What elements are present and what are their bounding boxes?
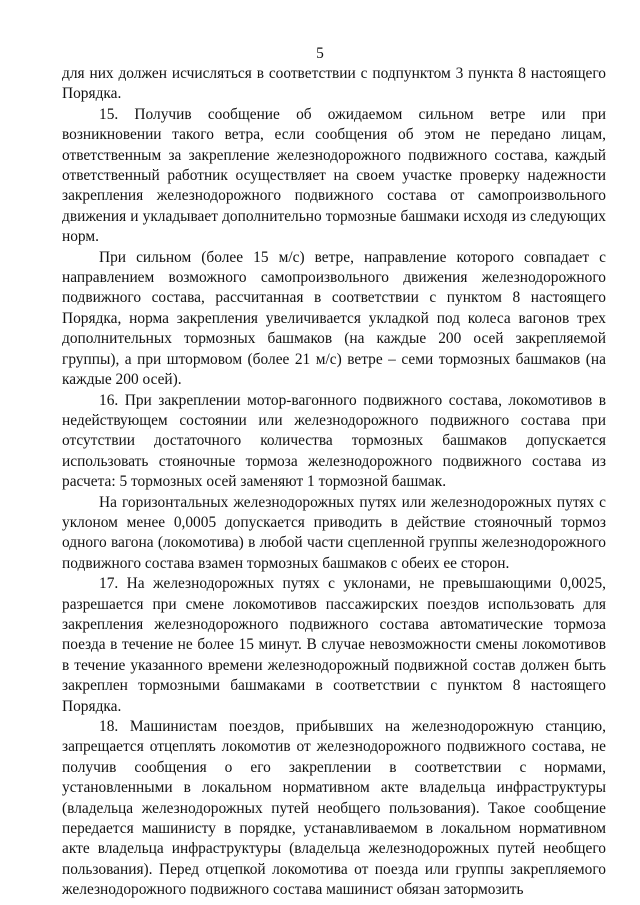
paragraph-horizontal-tracks: На горизонтальных железнодорожных путях или железнодорожных путях с уклоном менее 0,0005 допускается приводить в действие стояночный тормоз одного вагона (локомотива) в любой части сцепленной группы железнодорожного подвижного состава взамен тормозных башмаков с обеих ее сторон. [62, 493, 606, 572]
page-number: 5 [316, 45, 324, 62]
paragraph-strong-wind: При сильном (более 15 м/с) ветре, направление которого совпадает с направлением возможного самопроизвольного движения железнодорожного подвижного состава, рассчитанная в соответствии с пунктом 8 настоящего Порядка, норма закрепления увеличивается укладкой под колеса вагонов трех дополнительных тормозных башмаков (на каждые 200 осей закрепляемой группы), а при штормовом (более 21 м/с) ветре – семи тормозных башмаков (на каждые 200 осей). [62, 248, 606, 389]
paragraph-17: 17. На железнодорожных путях с уклонами, не превышающими 0,0025, разрешается при смене локомотивов пассажирских поездов использовать для закрепления железнодорожного подвижного состава автоматические тормоза поезда в течение не более 15 минут. В случае невозможности смены локомотивов в течение указанного времени железнодорожный подвижной состав должен быть закреплен тормозными башмаками в соответствии с пунктом 8 настоящего Порядка. [62, 575, 606, 715]
paragraph-continuation: для них должен исчисляться в соответствии с подпунктом 3 пункта 8 настоящего Порядка. [62, 65, 606, 103]
paragraph-18: 18. Машинистам поездов, прибывших на железнодорожную станцию, запрещается отцеплять локомотив от железнодорожного подвижного состава, не получив сообщения о его закреплении в соответствии с нормами, установленными в локальном нормативном акте владельца инфраструктуры (владельца железнодорожных путей необщего пользования). Такое сообщение передается машинисту в порядке, устанавливаемом в локальном нормативном акте владельца инфраструктуры (владельца железнодорожных путей необщего пользования). Перед отцепкой локомотива от поезда или группы закрепляемого железнодорожного подвижного состава машинист обязан затормозить [62, 718, 606, 899]
paragraph-15: 15. Получив сообщение об ожидаемом сильном ветре или при возникновении такого ветра, если сообщения об этом не передано лицам, ответственным за закрепление железнодорожного подвижного состава, каждый ответственный работник осуществляет на своем участке проверку надежности закрепления железнодорожного подвижного состава от самопроизвольного движения и укладывает дополнительно тормозные башмаки исходя из следующих норм. [62, 105, 606, 246]
paragraph-16: 16. При закреплении мотор-вагонного подвижного состава, локомотивов в недействующем состоянии или железнодорожного подвижного состава при отсутствии достаточного количества тормозных башмаков допускается использовать стояночные тормоза железнодорожного подвижного состава из расчета: 5 тормозных осей заменяют 1 тормозной башмак. [62, 391, 606, 491]
document-body [62, 64, 606, 901]
